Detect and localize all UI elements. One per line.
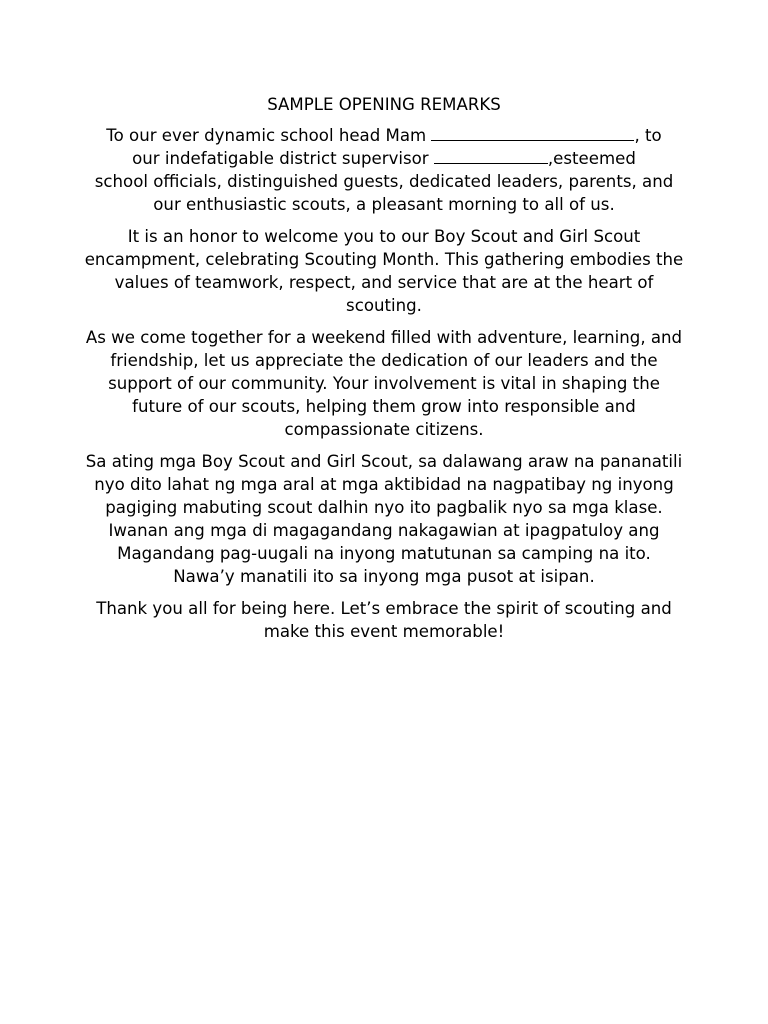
document-title: SAMPLE OPENING REMARKS bbox=[267, 95, 501, 114]
filipino-paragraph: Sa ating mga Boy Scout and Girl Scout, sa dalawang araw na pananatili nyo dito lahat ng mga aral at mga aktibidad na nagpatibay ng inyong pagiging mabuting scout dalhin nyo ito pagbalik nyo sa mga klase. Iwanan ang mga di magagandang nakagawian at ipagpatuloy ang Magandang pag-uugali na inyong matutunan sa camping na ito. Nawa’y manatili ito sa inyong mga pusot at isipan. bbox=[85, 452, 683, 586]
document-page bbox=[84, 93, 684, 652]
greeting-rest: school officials, distinguished guests, dedicated leaders, parents, and our enthusiastic scouts, a pleasant morning to all of us. bbox=[94, 172, 674, 214]
greeting-line2-prefix: our indefatigable district supervisor bbox=[132, 149, 434, 168]
greeting-line1-prefix: To our ever dynamic school head Mam bbox=[106, 126, 432, 145]
community-paragraph: As we come together for a weekend filled with adventure, learning, and friendship, let us appreciate the dedication of our leaders and the support of our community. Your involvement is vital in shaping the future of our scouts, helping them grow into responsible and compassionate citizens. bbox=[85, 328, 683, 439]
welcome-paragraph: It is an honor to welcome you to our Boy Scout and Girl Scout encampment, celebrating Scouting Month. This gathering embodies the values of teamwork, respect, and service that are at the heart of scouting. bbox=[84, 227, 684, 315]
school-head-name-blank bbox=[431, 125, 634, 141]
greeting-line2-suffix: ,esteemed bbox=[547, 149, 636, 168]
greeting-line1-suffix: , to bbox=[634, 126, 662, 145]
closing-paragraph: Thank you all for being here. Let’s embrace the spirit of scouting and make this event memorable! bbox=[96, 599, 672, 641]
district-supervisor-name-blank bbox=[434, 148, 548, 164]
greeting-paragraph bbox=[84, 124, 684, 216]
